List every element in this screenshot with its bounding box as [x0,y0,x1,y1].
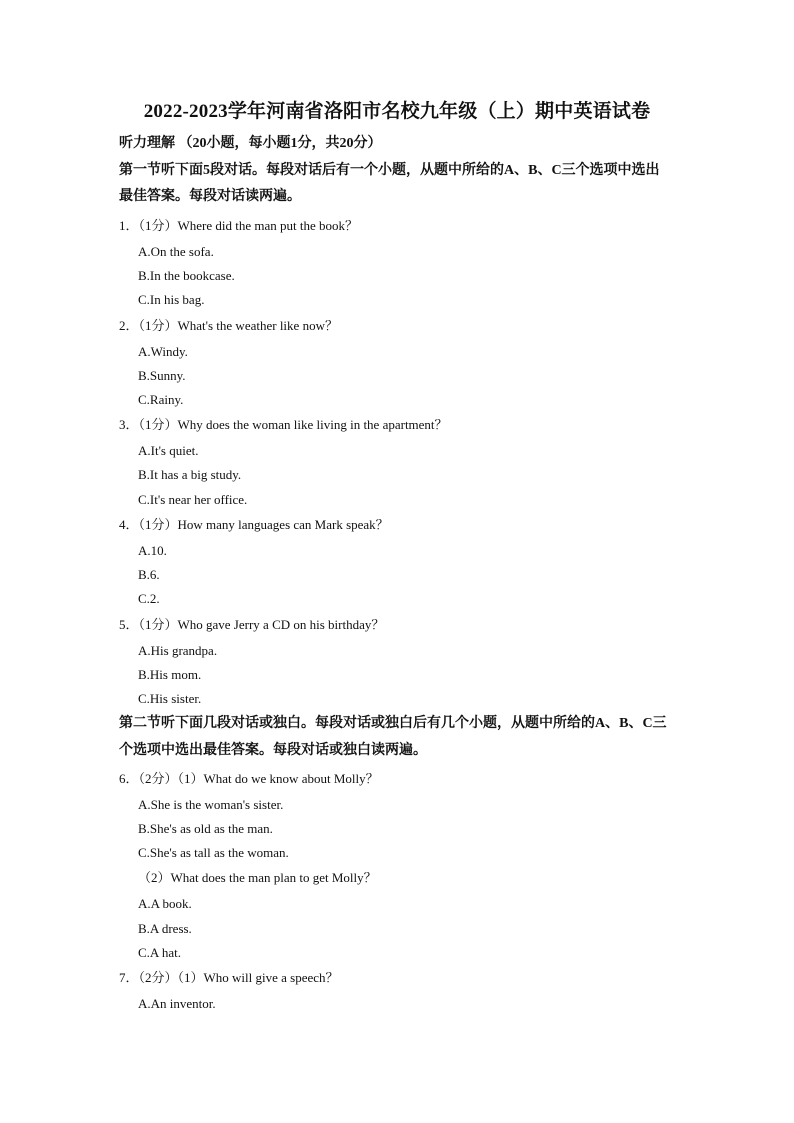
question-6-2-option-a: A.A book. [138,896,192,911]
question-7-stem: 7．（2分）（1）Who will give a speech？ [119,970,339,985]
section2-instruction-line2: 个选项中选出最佳答案。每段对话或独白读两遍。 [119,743,427,758]
page-title: 2022-2023学年河南省洛阳市名校九年级（上）期中英语试卷 [143,101,651,122]
question-6-1-option-c: C.She's as tall as the woman. [138,845,289,860]
question-3-option-b: B.It has a big study. [138,467,242,482]
question-5-stem: 5．（1分）Who gave Jerry a CD on his birthday？ [119,617,385,632]
question-6-1-option-a: A.She is the woman's sister. [138,797,284,812]
question-5-option-c: C.His sister. [138,691,202,706]
question-7-1-option-a: A.An inventor. [138,996,216,1011]
question-1-option-a: A.On the sofa. [138,244,214,259]
question-1-stem: 1．（1分）Where did the man put the book？ [119,218,359,233]
question-2-option-a: A.Windy. [138,344,188,359]
question-2-option-c: C.Rainy. [138,392,184,407]
question-2-stem: 2．（1分）What's the weather like now？ [119,318,338,333]
question-6-2-option-c: C.A hat. [138,945,181,960]
listening-header: 听力理解 （20小题，每小题1分，共20分） [119,136,382,151]
question-4-option-b: B.6. [138,567,160,582]
question-5-option-b: B.His mom. [138,667,202,682]
question-4-option-a: A.10. [138,543,167,558]
question-5-option-a: A.His grandpa. [138,643,218,658]
question-1-option-b: B.In the bookcase. [138,268,235,283]
question-3-stem: 3．（1分）Why does the woman like living in the apartment？ [119,417,448,432]
section1-instruction-line2: 最佳答案。每段对话读两遍。 [119,189,301,204]
question-4-option-c: C.2. [138,591,160,606]
section2-instruction-line1: 第二节听下面几段对话或独白。每段对话或独白后有几个小题，从题中所给的A、B、C三 [119,716,667,731]
question-3-option-a: A.It's quiet. [138,443,199,458]
question-6-sub-2: （2）What does the man plan to get Molly？ [138,870,377,885]
section1-instruction-line1: 第一节听下面5段对话。每段对话后有一个小题，从题中所给的A、B、C三个选项中选出 [119,163,660,178]
question-1-option-c: C.In his bag. [138,292,205,307]
question-4-stem: 4．（1分）How many languages can Mark speak？ [119,517,389,532]
question-6-2-option-b: B.A dress. [138,921,192,936]
question-6-1-option-b: B.She's as old as the man. [138,821,273,836]
question-2-option-b: B.Sunny. [138,368,186,383]
question-3-option-c: C.It's near her office. [138,492,248,507]
question-6-stem: 6．（2分）（1）What do we know about Molly？ [119,771,379,786]
